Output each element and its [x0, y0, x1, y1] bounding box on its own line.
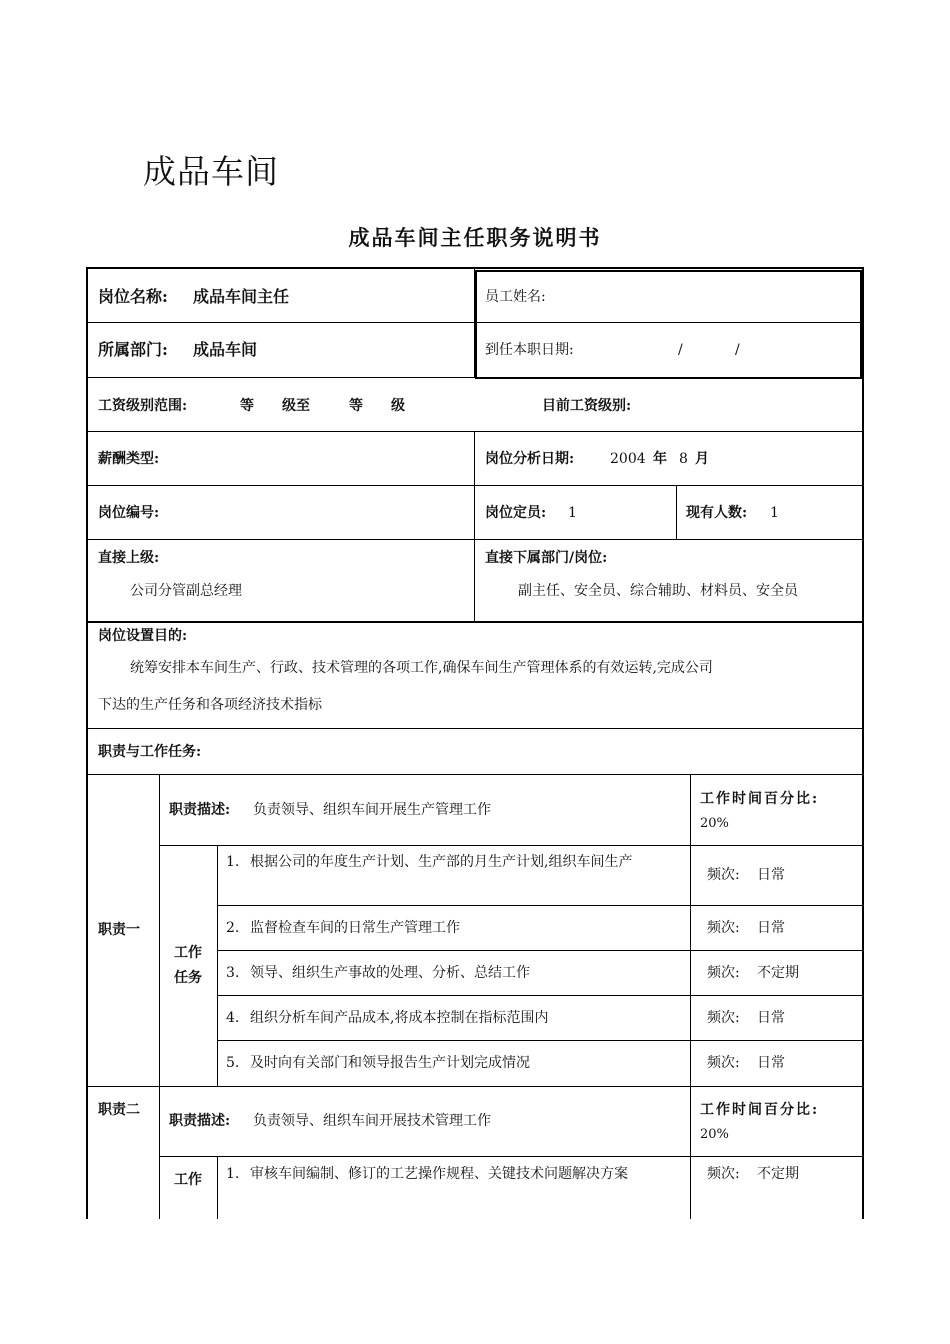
task-frequency-label: 频次: [707, 965, 740, 981]
duty-description: 负责领导、组织车间开展技术管理工作 [253, 1113, 491, 1129]
salary-range-label: 工资级别范围: [98, 398, 188, 414]
purpose-label: 岗位设置目的: [98, 628, 188, 644]
task-frequency-label: 频次: [707, 920, 740, 936]
task-number: 4. [226, 1010, 240, 1026]
task-text: 组织分析车间产品成本,将成本控制在指标范围内 [250, 1010, 549, 1026]
task-number: 1. [226, 1166, 240, 1182]
task-frequency: 日常 [757, 867, 785, 883]
current-salary-label: 目前工资级别: [542, 398, 632, 414]
purpose-text-line-2: 下达的生产任务和各项经济技术指标 [98, 697, 322, 713]
task-text: 领导、组织生产事故的处理、分析、总结工作 [250, 965, 530, 981]
time-percent-value: 20% [700, 816, 729, 831]
job-description-table [86, 267, 864, 1219]
analysis-year: 2004 [610, 451, 646, 467]
department-value: 成品车间 [193, 340, 258, 359]
task-text: 及时向有关部门和领导报告生产计划完成情况 [250, 1055, 530, 1071]
task-number: 5. [226, 1055, 240, 1071]
salary-range-jizhi: 级至 [282, 398, 310, 414]
analysis-month-unit: 月 [695, 451, 709, 467]
current-count-label: 现有人数: [686, 505, 748, 521]
duties-section-label: 职责与工作任务: [98, 744, 202, 760]
task-frequency-label: 频次: [707, 1010, 740, 1026]
tasks-label: 工作 [174, 945, 202, 961]
task-frequency-label: 频次: [707, 867, 740, 883]
task-frequency-label: 频次: [707, 1055, 740, 1071]
task-frequency: 日常 [757, 1010, 785, 1026]
task-number: 2. [226, 920, 240, 936]
start-date-label: 到任本职日期: [485, 342, 574, 358]
task-frequency: 日常 [757, 1055, 785, 1071]
position-name-value: 成品车间主任 [193, 287, 290, 306]
analysis-year-unit: 年 [653, 451, 667, 467]
current-count-value: 1 [770, 505, 779, 521]
salary-range-ji: 级 [391, 398, 405, 414]
task-frequency: 日常 [757, 920, 785, 936]
time-percent-label: 工作时间百分比: [700, 1102, 820, 1118]
task-number: 3. [226, 965, 240, 981]
purpose-text-line-1: 统筹安排本车间生产、行政、技术管理的各项工作,确保车间生产管理体系的有效运转,完成公司 [130, 660, 713, 676]
duty-description-label: 职责描述: [169, 1113, 231, 1129]
duty-description: 负责领导、组织车间开展生产管理工作 [253, 802, 491, 818]
analysis-month: 8 [679, 451, 688, 467]
time-percent-value: 20% [700, 1127, 729, 1142]
subordinate-value: 副主任、安全员、综合辅助、材料员、安全员 [518, 583, 798, 599]
time-percent-label: 工作时间百分比: [700, 791, 820, 807]
quota-value: 1 [568, 505, 577, 521]
tasks-label: 任务 [174, 970, 202, 986]
task-frequency: 不定期 [757, 965, 799, 981]
duty-name: 职责一 [98, 922, 140, 938]
salary-range-deng: 等 [240, 398, 254, 414]
employee-info-box [475, 270, 862, 379]
date-separator: / [678, 342, 683, 358]
analysis-date-label: 岗位分析日期: [485, 451, 575, 467]
section-title: 成品车间 [143, 152, 279, 191]
document-title: 成品车间主任职务说明书 [348, 225, 602, 250]
position-name-label: 岗位名称: [98, 287, 168, 306]
task-text: 监督检查车间的日常生产管理工作 [250, 920, 460, 936]
position-code-label: 岗位编号: [98, 505, 160, 521]
pay-type-label: 薪酬类型: [98, 451, 160, 467]
superior-label: 直接上级: [98, 550, 160, 566]
employee-name-label: 员工姓名: [485, 289, 546, 305]
duty-description-label: 职责描述: [169, 802, 231, 818]
department-label: 所属部门: [98, 340, 168, 359]
date-separator: / [735, 342, 740, 358]
task-text: 审核车间编制、修订的工艺操作规程、关键技术问题解决方案 [250, 1166, 628, 1182]
quota-label: 岗位定员: [485, 505, 547, 521]
salary-range-deng: 等 [349, 398, 363, 414]
task-text: 根据公司的年度生产计划、生产部的月生产计划,组织车间生产 [250, 854, 633, 870]
task-number: 1. [226, 854, 240, 870]
duty-name: 职责二 [98, 1102, 140, 1118]
tasks-label: 工作 [174, 1172, 202, 1188]
subordinate-label: 直接下属部门/岗位: [485, 550, 608, 566]
task-frequency: 不定期 [757, 1166, 799, 1182]
task-frequency-label: 频次: [707, 1166, 740, 1182]
superior-value: 公司分管副总经理 [130, 583, 242, 599]
